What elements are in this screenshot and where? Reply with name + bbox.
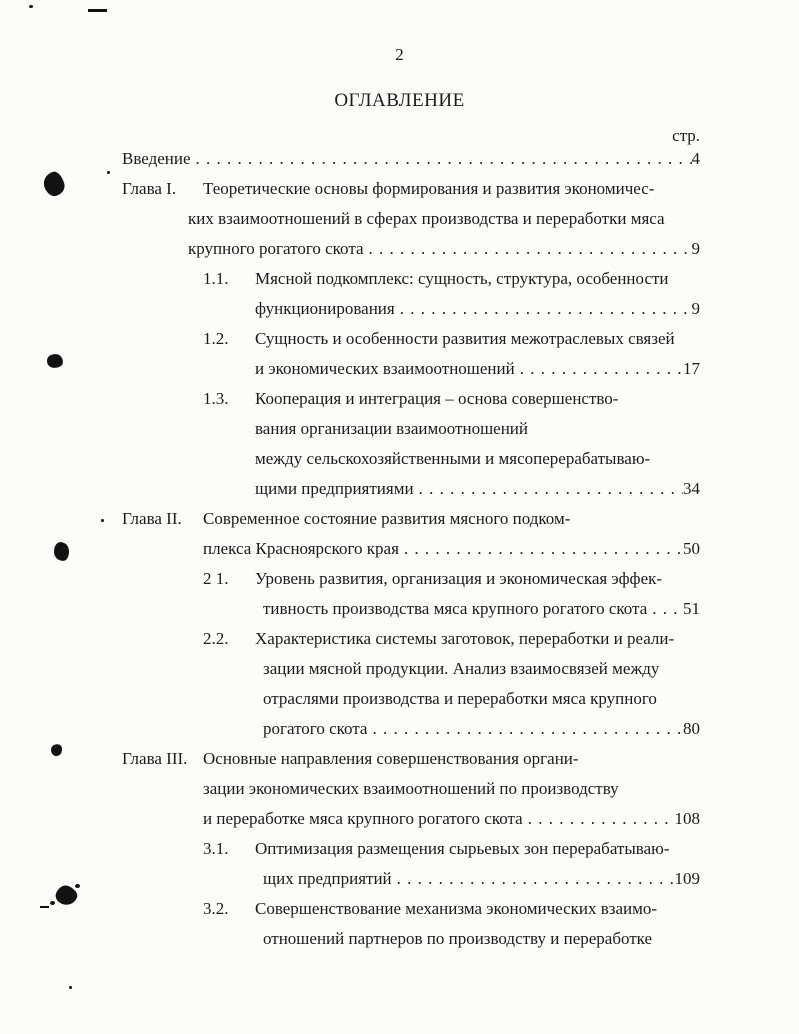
toc-line-text: отношений партнеров по производству и переработке (263, 929, 653, 948)
toc-line (263, 869, 700, 899)
toc-page-number: 51 (683, 599, 700, 618)
dot-leader-icon (515, 359, 683, 379)
toc-list (0, 149, 700, 959)
dot-leader-icon (395, 299, 692, 319)
dot-leader-icon (414, 479, 683, 499)
toc-line (122, 509, 700, 539)
toc-line (263, 599, 700, 629)
toc-line (263, 689, 700, 719)
toc-line-text: зации экономических взаимоотношений по производству (203, 779, 619, 798)
ink-speck (107, 171, 110, 174)
toc-line (263, 929, 700, 959)
toc-line-label: 2.2. (203, 629, 229, 648)
toc-line (203, 329, 700, 359)
toc-line-text: и переработке мяса крупного рогатого скота (203, 809, 523, 828)
page-number: 2 (395, 45, 404, 64)
toc-line-text: Совершенствование механизма экономических взаимо- (255, 899, 658, 918)
toc-line-text: функционирования (255, 299, 395, 318)
ink-speck (75, 884, 80, 888)
toc-line (188, 209, 700, 239)
toc-line (255, 479, 700, 509)
page-column-header: стр. (672, 126, 700, 145)
toc-line (122, 149, 700, 179)
toc-line-text: Оптимизация размещения сырьевых зон перерабатываю- (255, 839, 670, 858)
toc-line (255, 449, 700, 479)
toc-page-number: 109 (674, 869, 700, 888)
toc-line-label: Глава I. (122, 179, 177, 198)
toc-line (203, 899, 700, 929)
toc-line (203, 779, 700, 809)
toc-page-number: 17 (683, 359, 700, 378)
toc-line-label: 1.2. (203, 329, 229, 348)
toc-line-label: Глава II. (122, 509, 182, 528)
toc-page-number: 4 (691, 149, 700, 168)
toc-line-label: 1.3. (203, 389, 229, 408)
toc-line-text: щих предприятий (263, 869, 392, 888)
ink-dash-mark (88, 9, 107, 12)
toc-line (203, 569, 700, 599)
toc-line-text: между сельскохозяйственными и мясоперерабатываю- (255, 449, 651, 468)
toc-line-label: 2 1. (203, 569, 229, 588)
toc-line-text: Теоретические основы формирования и развития экономичес- (203, 179, 655, 198)
toc-line (188, 239, 700, 269)
toc-line (203, 539, 700, 569)
toc-line-text: Уровень развития, организация и экономическая эффек- (255, 569, 663, 588)
toc-line-text: тивность производства мяса крупного рогатого скота (263, 599, 648, 618)
toc-line-text: Мясной подкомплекс: сущность, структура, особенности (255, 269, 669, 288)
toc-page-number: 9 (691, 239, 700, 258)
toc-page-number: 34 (683, 479, 700, 498)
ink-speck (29, 5, 33, 8)
toc-line-text: крупного рогатого скота (188, 239, 364, 258)
toc-line-label: 3.2. (203, 899, 229, 918)
toc-line (203, 269, 700, 299)
toc-line-text: Характеристика системы заготовок, переработки и реали- (255, 629, 675, 648)
toc-line-label: 3.1. (203, 839, 229, 858)
ink-speck (101, 519, 104, 522)
toc-line-text: отраслями производства и переработки мяса крупного (263, 689, 657, 708)
page-title: ОГЛАВЛЕНИЕ (334, 90, 465, 111)
toc-line-label: 1.1. (203, 269, 229, 288)
toc-page-number: 9 (691, 299, 700, 318)
toc-line-text: зации мясной продукции. Анализ взаимосвязей между (263, 659, 660, 678)
toc-line-text: Введение (122, 149, 191, 168)
toc-line-label: Глава III. (122, 749, 188, 768)
toc-page-number: 108 (674, 809, 700, 828)
toc-line-text: ких взаимоотношений в сферах производства и переработки мяса (188, 209, 665, 228)
dot-leader-icon (523, 809, 675, 829)
ink-speck (50, 901, 55, 905)
toc-line (255, 419, 700, 449)
toc-line (203, 809, 700, 839)
dot-leader-icon (191, 149, 692, 169)
dot-leader-icon (392, 869, 675, 889)
toc-line (122, 179, 700, 209)
dot-leader-icon (647, 599, 683, 619)
toc-line (263, 719, 700, 749)
toc-line-text: вания организации взаимоотношений (255, 419, 529, 438)
toc-page-number: 50 (683, 539, 700, 558)
dot-leader-icon (364, 239, 692, 259)
toc-line-text: щими предприятиями (255, 479, 414, 498)
toc-line (203, 839, 700, 869)
ink-speck (69, 986, 72, 989)
toc-line (255, 359, 700, 389)
dot-leader-icon (367, 719, 683, 739)
toc-line-text: и экономических взаимоотношений (255, 359, 515, 378)
dot-leader-icon (399, 539, 683, 559)
toc-line-text: Сущность и особенности развития межотраслевых связей (255, 329, 675, 348)
toc-line-text: Современное состояние развития мясного подком- (203, 509, 571, 528)
toc-line-text: плекса Красноярского края (203, 539, 399, 558)
toc-line (263, 659, 700, 689)
toc-line-text: рогатого скота (263, 719, 368, 738)
toc-line-text: Кооперация и интеграция – основа совершенство- (255, 389, 619, 408)
toc-line-text: Основные направления совершенствования органи- (203, 749, 579, 768)
toc-line (203, 389, 700, 419)
toc-line (203, 629, 700, 659)
toc-line (122, 749, 700, 779)
toc-line (255, 299, 700, 329)
toc-page-number: 80 (683, 719, 700, 738)
ink-dash-mark (40, 906, 49, 908)
